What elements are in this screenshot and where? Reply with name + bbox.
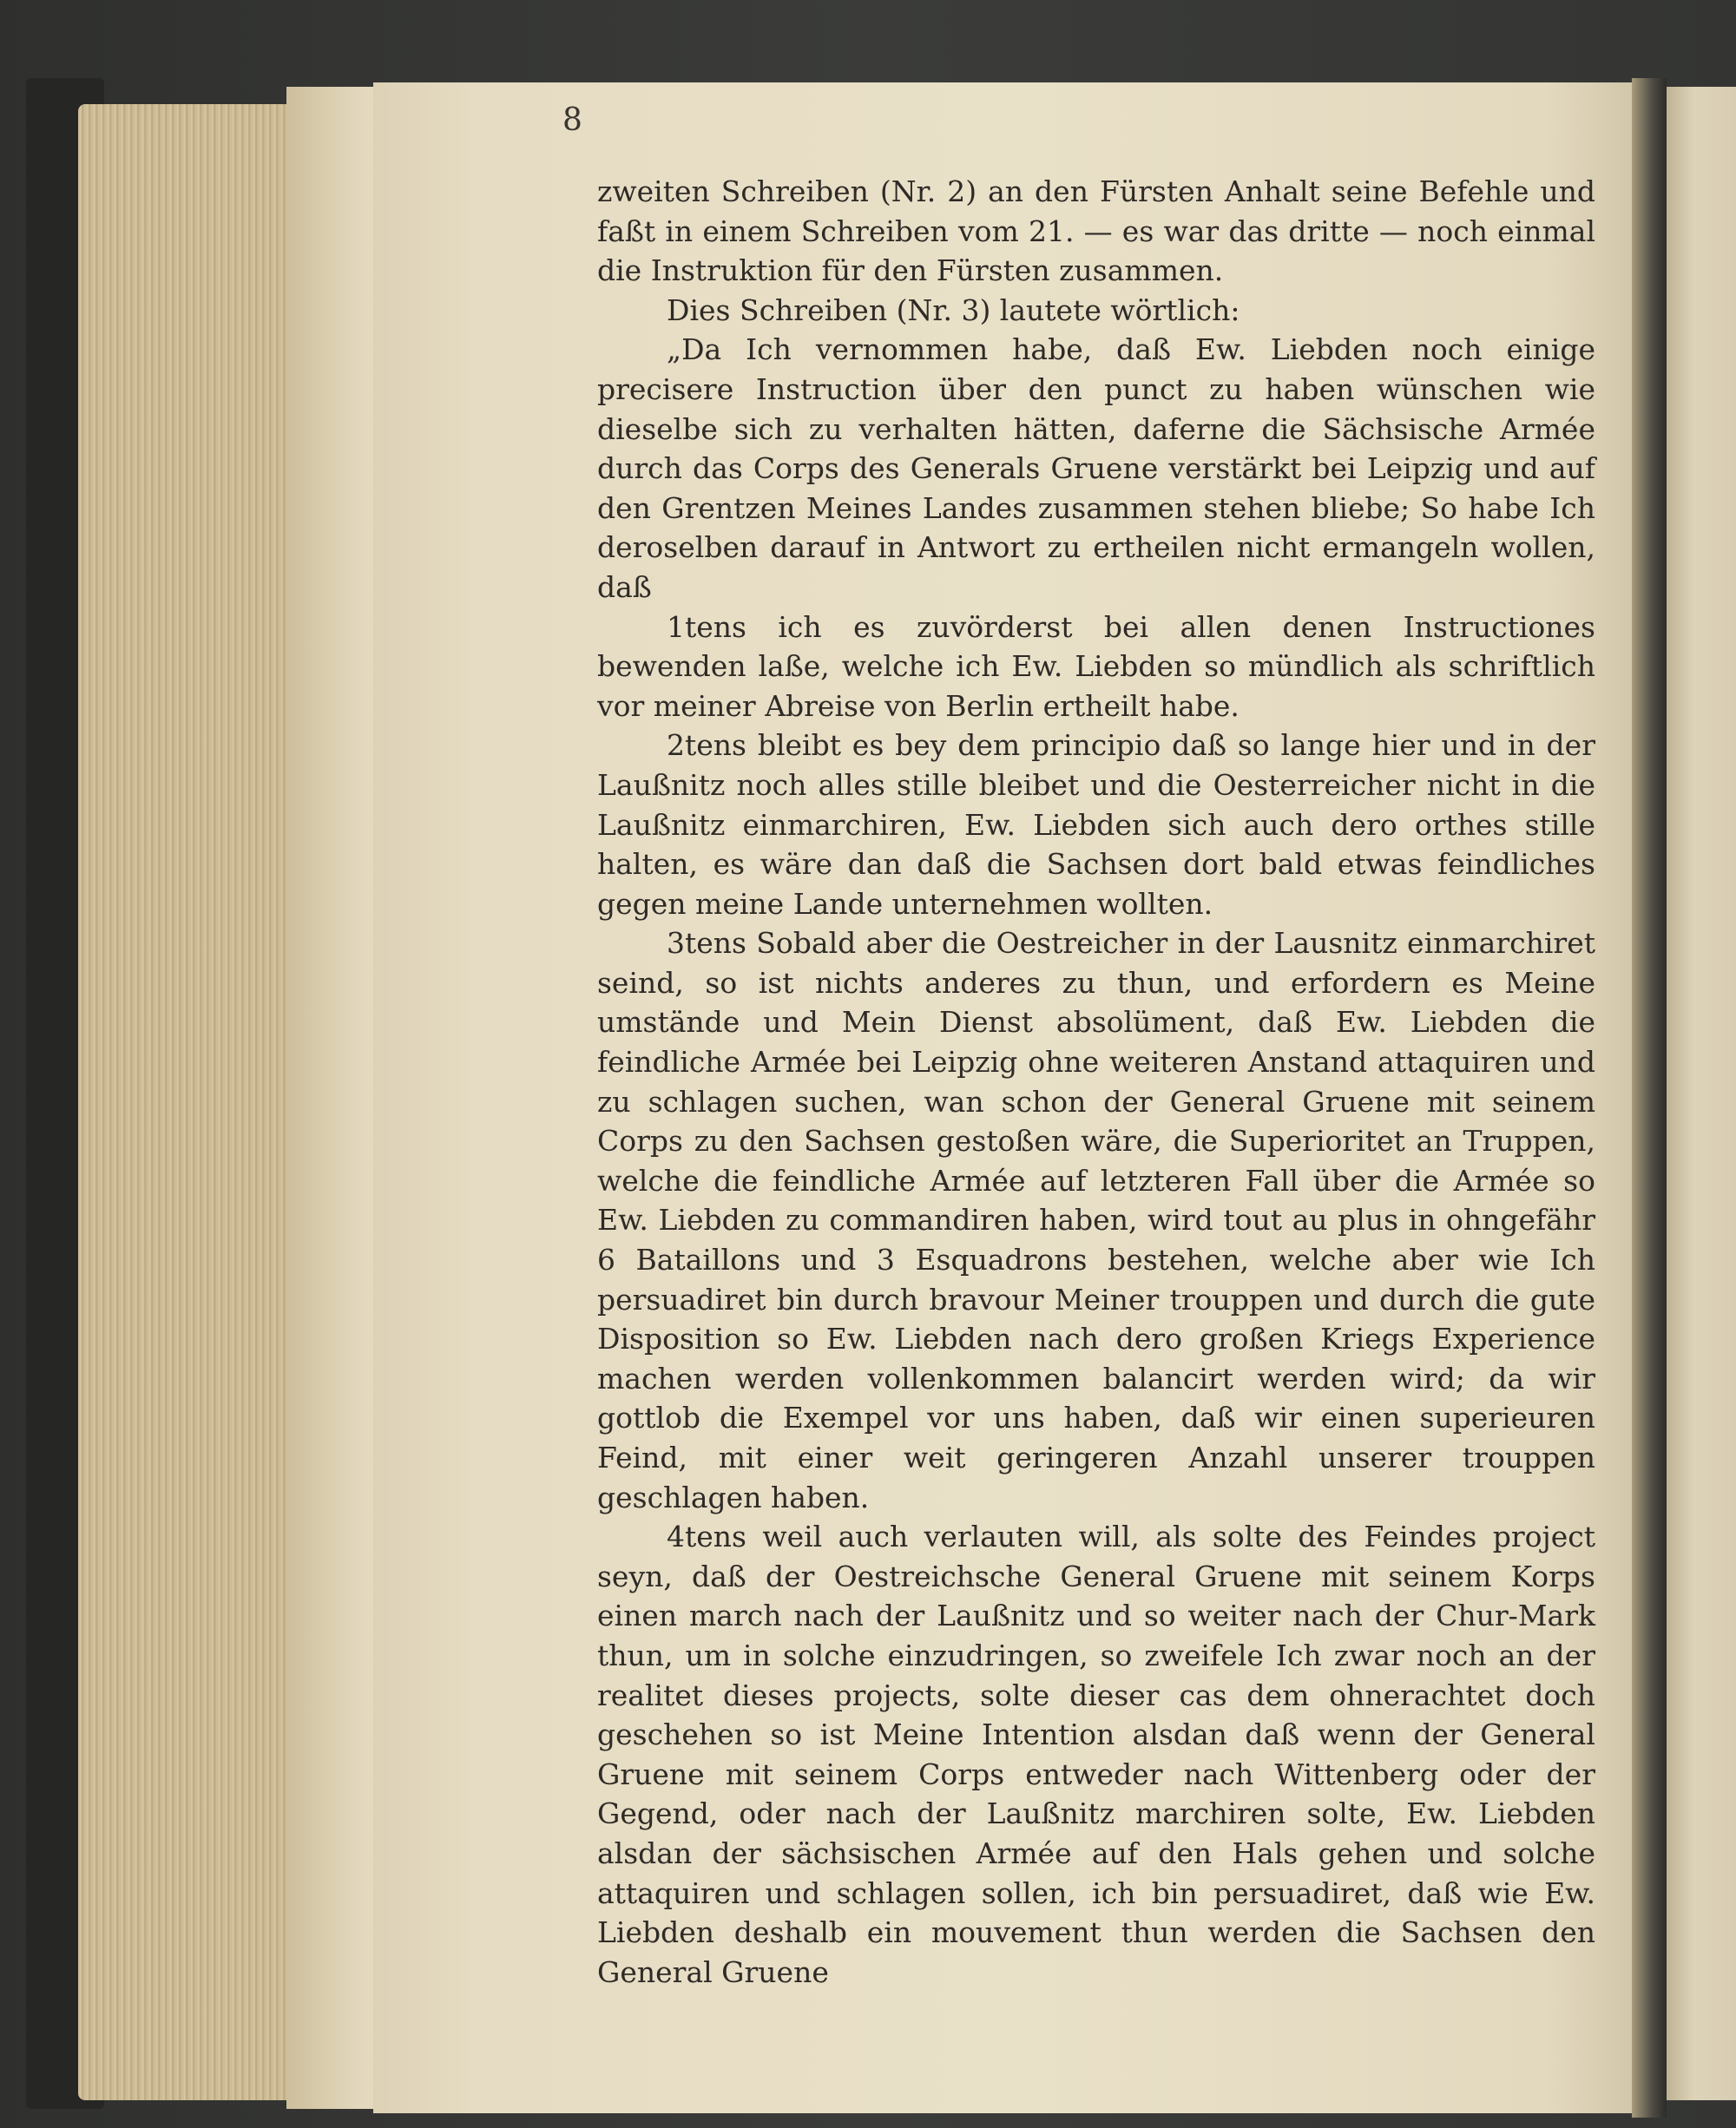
paragraph-point-1: 1tens ich es zuvörderst bei allen denen Instructiones bewenden laße, welche ich Ew. Liebden so mündlich als schriftlich vor meiner Abreise von Berlin ertheilt habe. bbox=[597, 609, 1595, 723]
paragraph-letter-opening: „Da Ich vernommen habe, daß Ew. Liebden noch einige precisere Instruction über den punct zu haben wünschen wie dieselbe sich zu verhalten hätten, daferne die Sächsische Armée durch das Corps des Generals Gruene verstärkt bei Leipzig und auf den Grentzen Meines Landes zusammen stehen bliebe; So habe Ich deroselben darauf in Antwort zu ertheilen nicht ermangeln wollen, daß bbox=[597, 332, 1595, 604]
paragraph-point-4: 4tens weil auch verlauten will, als solte des Feindes project seyn, daß der Oestreichsche General Gruene mit seinem Korps einen march nach der Laußnitz und so weiter nach der Chur-Mark thun, um in solche einzudringen, so zweifele Ich zwar noch an der realitet dieses projects, solte dieser cas dem ohnerachtet doch geschehen so ist Meine Intention alsdan daß wenn der General Gruene mit seinem Corps entweder nach Wittenberg oder der Gegend, oder nach der Laußnitz marchiren solte, Ew. Liebden alsdan der sächsischen Armée auf den Hals gehen und solche attaquiren und schlagen sollen, ich bin persuadiret, daß wie Ew. Liebden deshalb ein mouvement thun werden die Sachsen den General Gruene bbox=[597, 1520, 1595, 1989]
facing-page-edge bbox=[1667, 87, 1736, 2100]
body-text bbox=[597, 172, 1595, 1992]
paragraph-intro: zweiten Schreiben (Nr. 2) an den Fürsten Anhalt seine Befehle und faßt in einem Schreiben vom 21. — es war das dritte — noch einmal die Instruktion für den Fürsten zusammen. bbox=[597, 174, 1595, 288]
paragraph-point-2: 2tens bleibt es bey dem principio daß so lange hier und in der Laußnitz noch alles stille bleibet und die Oesterreicher nicht in die Laußnitz einmarchiren, Ew. Liebden sich auch dero orthes stille halten, es wäre dan daß die Sachsen dort bald etwas feindliches gegen meine Lande unternehmen wollten. bbox=[597, 728, 1595, 921]
page-number: 8 bbox=[562, 102, 582, 138]
paragraph-letter-heading: Dies Schreiben (Nr. 3) lautete wörtlich: bbox=[667, 292, 1240, 327]
paragraph-point-3: 3tens Sobald aber die Oestreicher in der Lausnitz einmarchiret seind, so ist nichts anderes zu thun, und erfordern es Meine umstände und Mein Dienst absolüment, daß Ew. Liebden die feindliche Armée bei Leipzig ohne weiteren Anstand attaquiren und zu schlagen suchen, wan schon der General Gruene mit seinem Corps zu den Sachsen gestoßen wäre, die Superioritet an Truppen, welche die feindliche Armée auf letzteren Fall über die Armée so Ew. Liebden zu commandiren haben, wird tout au plus in ohngefähr 6 Bataillons und 3 Esquadrons bestehen, welche aber wie Ich persuadiret bin durch bravour Meiner trouppen und durch die gute Disposition so Ew. Liebden nach dero großen Kriegs Experience machen werden vollenkommen balancirt werden wird; da wir gottlob die Exempel vor uns haben, daß wir einen superieuren Feind, mit einer weit geringeren Anzahl unserer trouppen geschlagen haben. bbox=[597, 926, 1595, 1514]
book-gutter bbox=[1632, 78, 1667, 2118]
